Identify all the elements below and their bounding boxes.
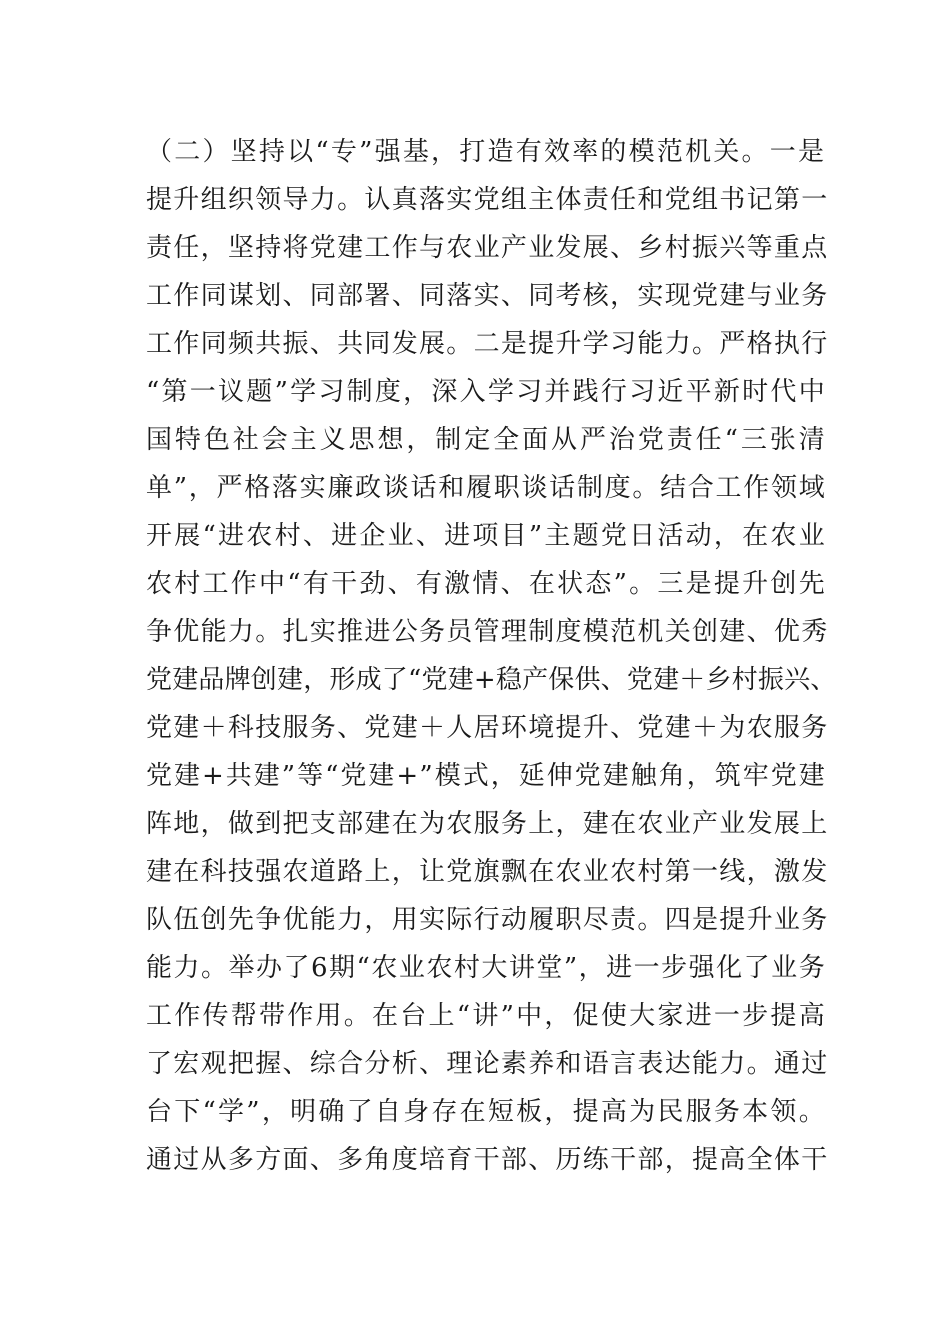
text-line: 党建＋科技服务、党建＋人居环境提升、党建＋为农服务 xyxy=(146,713,829,743)
text-line: 建在科技强农道路上，让党旗飘在农业农村第一线，激发 xyxy=(146,857,829,887)
body-paragraph xyxy=(146,128,837,1184)
text-line: 阵地，做到把支部建在为农服务上，建在农业产业发展上 xyxy=(146,809,829,839)
text-line: 能力。举办了6期“农业农村大讲堂”，进一步强化了业务 xyxy=(146,953,826,983)
text-line: 开展“进农村、进企业、进项目”主题党日活动，在农业 xyxy=(146,521,826,551)
text-line: 党建品牌创建，形成了“党建+稳产保供、党建＋乡村振兴、 xyxy=(146,665,837,695)
text-line: 党建+共建”等“党建+”模式，延伸党建触角，筑牢党建 xyxy=(146,761,826,791)
text-line: 工作传帮带作用。在台上“讲”中，促使大家进一步提高 xyxy=(146,1001,826,1031)
text-line: 农村工作中“有干劲、有激情、在状态”。三是提升创先 xyxy=(146,569,826,599)
text-line: 国特色社会主义思想，制定全面从严治党责任“三张清 xyxy=(146,425,826,455)
text-line: 提升组织领导力。认真落实党组主体责任和党组书记第一 xyxy=(146,185,829,215)
text-line: （二）坚持以“专”强基，打造有效率的模范机关。一是 xyxy=(146,137,826,167)
text-line: 单”，严格落实廉政谈话和履职谈话制度。结合工作领域 xyxy=(146,473,826,503)
text-line: 工作同谋划、同部署、同落实、同考核，实现党建与业务 xyxy=(146,281,829,311)
text-line: 通过从多方面、多角度培育干部、历练干部，提高全体干 xyxy=(146,1145,829,1175)
text-line: 工作同频共振、共同发展。二是提升学习能力。严格执行 xyxy=(146,329,829,359)
text-line: “第一议题”学习制度，深入学习并践行习近平新时代中 xyxy=(146,377,826,407)
text-line: 争优能力。扎实推进公务员管理制度模范机关创建、优秀 xyxy=(146,617,829,647)
text-line: 了宏观把握、综合分析、理论素养和语言表达能力。通过 xyxy=(146,1049,829,1079)
text-line: 队伍创先争优能力，用实际行动履职尽责。四是提升业务 xyxy=(146,905,829,935)
text-line: 台下“学”，明确了自身存在短板，提高为民服务本领。 xyxy=(146,1097,826,1127)
text-line: 责任，坚持将党建工作与农业产业发展、乡村振兴等重点 xyxy=(146,233,829,263)
